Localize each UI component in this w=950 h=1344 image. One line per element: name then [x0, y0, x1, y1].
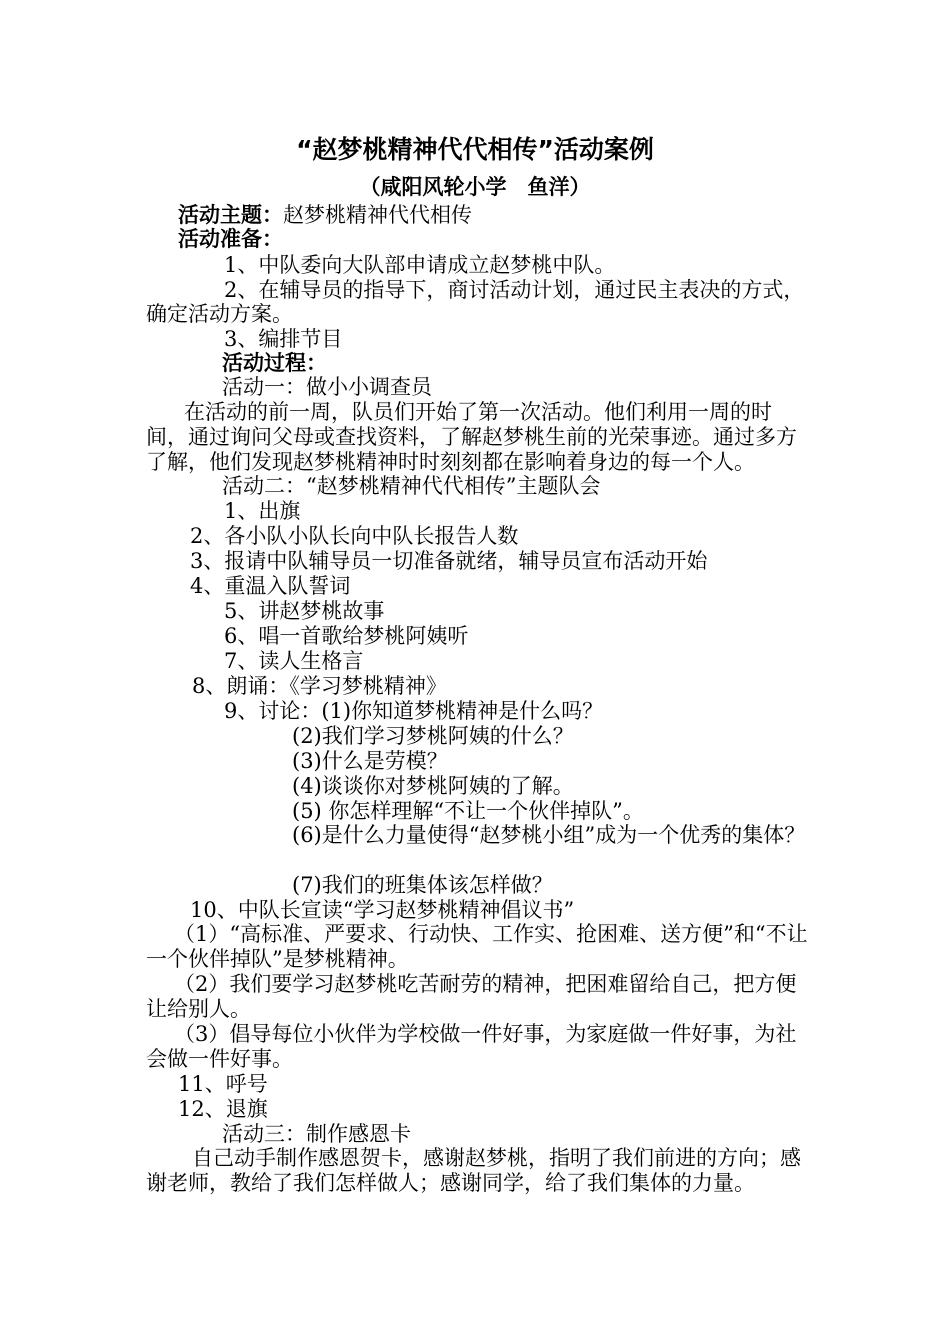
activity-1-title: 活动一：做小小调查员: [222, 375, 432, 399]
step-11: 11、呼号: [178, 1072, 268, 1096]
question-3: (3)什么是劳模？: [292, 749, 448, 773]
process-label: 活动过程：: [222, 351, 327, 375]
step-1: 1、出旗: [224, 499, 301, 523]
step-12: 12、退旗: [178, 1097, 268, 1121]
step-4: 4、重温入队誓词: [190, 574, 351, 598]
prep-item-1: 1、中队委向大队部申请成立赵梦桃中队。: [224, 253, 616, 277]
theme-value: 赵梦桃精神代代相传: [283, 203, 472, 227]
question-6: (6)是什么力量使得“赵梦桃小组”成为一个优秀的集体？: [292, 823, 806, 847]
prep-item-3: 3、编排节目: [224, 327, 343, 351]
question-4: (4)谈谈你对梦桃阿姨的了解。: [292, 774, 574, 798]
step-7: 7、读人生格言: [224, 649, 364, 673]
proposal-1: （1）“高标准、严要求、行动快、工作实、抢困难、送方便”和“不让一个伙伴掉队”是梦桃精神。: [146, 922, 808, 971]
theme-line: [178, 203, 472, 227]
document-title: “赵梦桃精神代代相传”活动案例: [296, 135, 654, 164]
proposal-3: （3）倡导每位小伙伴为学校做一件好事，为家庭做一件好事，为社会做一件好事。: [146, 1022, 797, 1071]
question-5: (5) 你怎样理解“不让一个伙伴掉队”。: [292, 799, 644, 823]
step-6: 6、唱一首歌给梦桃阿姨听: [224, 624, 469, 648]
question-2: (2)我们学习梦桃阿姨的什么？: [292, 724, 574, 748]
prep-label: 活动准备：: [178, 227, 283, 251]
step-8: 8、朗诵：《学习梦桃精神》: [192, 674, 447, 698]
theme-label: 活动主题：: [178, 203, 283, 227]
activity-3-title: 活动三：制作感恩卡: [222, 1122, 411, 1146]
step-2: 2、各小队小队长向中队长报告人数: [190, 524, 519, 548]
activity-2-title: 活动二：“赵梦桃精神代代相传”主题队会: [222, 474, 601, 498]
activity-3-body: 自己动手制作感恩贺卡，感谢赵梦桃，指明了我们前进的方向；感谢老师，教给了我们怎样做人；感谢同学，给了我们集体的力量。: [146, 1146, 801, 1195]
step-9: 9、讨论：(1)你知道梦桃精神是什么吗？: [224, 699, 604, 723]
prep-item-2: 2、在辅导员的指导下，商讨活动计划，通过民主表决的方式，确定活动方案。: [146, 278, 805, 326]
proposal-2: （2）我们要学习赵梦桃吃苦耐劳的精神，把困难留给自己，把方便让给别人。: [146, 972, 797, 1021]
step-3: 3、报请中队辅导员一切准备就绪，辅导员宣布活动开始: [190, 549, 708, 573]
question-7: (7)我们的班集体该怎样做？: [292, 873, 553, 897]
activity-1-body: 在活动的前一周，队员们开始了第一次活动。他们利用一周的时间，通过询问父母或查找资料，了解赵梦桃生前的光荣事迹。通过多方了解，他们发现赵梦桃精神时时刻刻都在影响着身边的每一个人。: [146, 400, 797, 474]
document-author: （咸阳风轮小学 鱼洋）: [359, 175, 591, 199]
step-5: 5、讲赵梦桃故事: [224, 599, 385, 623]
step-10: 10、中队长宣读“学习赵梦桃精神倡议书”: [190, 898, 575, 922]
